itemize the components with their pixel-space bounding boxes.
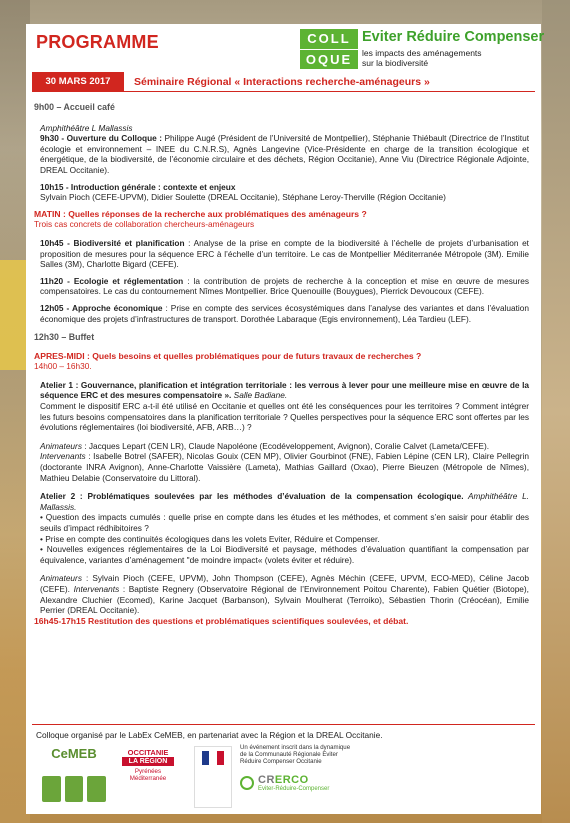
programme-body: [26, 98, 541, 626]
atelier-2-head: Atelier 2 : Problématiques soulevées par les méthodes d’évaluation de la compensation écologique.: [40, 491, 464, 502]
talk-1045-head: 10h45 - Biodiversité et planification: [40, 237, 185, 248]
footer-rule: [32, 724, 535, 725]
logo-top: COLL: [307, 31, 351, 46]
atelier-2-bullet-3: • Nouvelles exigences réglementaires de la Loi Biodiversité et paysage, méthodes d’évaluation quantifiant la compensation par équivalence, variantes d’aménagement "de moindre impact« (volets éviter et réduire).: [40, 544, 529, 565]
colloque-logo: [300, 29, 358, 69]
cemeb-pictograms-icon: [42, 776, 106, 802]
apres-midi-title: APRES-MIDI : Quels besoins et quelles problématiques pour de futurs travaux de recherches ?: [34, 350, 422, 361]
amphi-label: Amphithéâtre L Mallassis: [40, 122, 133, 133]
atelier-1-head: Atelier 1 : Gouvernance, planification et intégration territoriale : les verrous à lever pour une meilleure mise en œuvre de la séquence ERC et des mesures compensatoire ».: [40, 379, 529, 401]
date-badge: 30 MARS 2017: [32, 72, 124, 92]
crerco-circle-icon: [240, 776, 254, 790]
talk-1205: [40, 303, 529, 324]
talk-1045-text: : Analyse de la prise en compte de la biodiversité à l’échelle de projets d’urbanisation et proposition de mesures pour la séquence ERC à l’échelle d’un territoire. Le cas de Montpellier Méditerranée Métropole (3M). Emilie Salles (3M), Charlotte Bigard (CEFE).: [40, 237, 529, 270]
crerco-erco: ERCO: [274, 774, 309, 786]
animateurs-2-label: Animateurs: [40, 573, 82, 584]
prefet-logo: [194, 746, 232, 808]
seminar-title: Séminaire Régional « Interactions recherche-aménageurs »: [134, 76, 430, 88]
talk-1120-text: : la contribution de projets de recherche à la conception et mise en œuvre de mesures compensatoires. Le cas du contournement Nîmes Montpellier. Brice Quenouille (Bouygues), Pierrick Devoucoux (CEFE).: [40, 275, 529, 297]
intervenants-2-text: : Baptiste Regnery (Observatoire Régional de l’Environnement Poitou Charente), Fabien Quétier (Biotope), Alexandre Cluchier (Ecomed), Karine Jacquet (Barbanson), Sylvain Moulherat (Terroiko), Sébastien Thorin (Créocéan), Emilie Perrier (DREAL Occitanie).: [40, 583, 529, 616]
apres-midi-time: 14h00 – 16h30.: [34, 361, 92, 372]
talk-1120: [40, 276, 529, 297]
intro-time: 10h15 - Introduction générale : contexte et enjeux: [40, 181, 236, 192]
atelier-1-room: Salle Badiane.: [231, 390, 288, 401]
intro-title: [40, 182, 529, 193]
intervenants-1-label: Intervenants: [40, 451, 86, 462]
talk-1205-head: 12h05 - Approche économique: [40, 302, 163, 313]
colloque-sub-line1: les impacts des aménagements: [362, 48, 482, 58]
accueil: 9h00 – Accueil café: [34, 102, 115, 112]
matin-title: MATIN : Quelles réponses de la recherche aux problématiques des aménageurs ?: [34, 208, 367, 219]
restitution: 16h45-17h15 Restitution des questions et problématiques scientifiques soulevées, et débat.: [34, 615, 409, 626]
ouverture-time: 9h30 - Ouverture du Colloque :: [40, 133, 163, 144]
crerco-wordmark: [258, 774, 352, 786]
colloque-title: Eviter Réduire Compenser: [362, 29, 545, 45]
header: [26, 24, 545, 98]
talk-1045: [40, 238, 529, 270]
french-flag-icon: [202, 751, 224, 765]
crerco-cr: CR: [258, 774, 275, 786]
crerco-subtitle: Eviter-Réduire-Compenser: [258, 786, 330, 792]
programme-title: PROGRAMME: [36, 32, 159, 52]
date-bar-rule: [32, 91, 535, 92]
atelier-1-text: Comment le dispositif ERC a-t-il été utilisé en Occitanie et quelles ont été les conséquences pour les territoires ? Comment intégrer les futurs besoins compensatoires dans la planification territoriale ? Quelles perspectives pour la séquence ERC sont offertes par les évolutions réglementaires (loi biodiversité, AFB, ARB…) ?: [40, 401, 529, 433]
ouverture-text: Philippe Augé (Président de l’Université de Montpellier), Stéphanie Thiébault (Directrice de l’Institut écologie et environnement – INEE du C.N.R.S), Agnès Langevine (Vice-Présidente en charge de la transition écologique et énergétique, de la biodiversité, de l’économie circulaire et des déchets, Région Occitanie), Anne Viu (Directrice Régionale Adjointe, DREAL Occitanie).: [40, 133, 529, 175]
logo-bottom: OQUE: [300, 49, 358, 70]
atelier-2-people: [40, 573, 529, 615]
intro-text: Sylvain Pioch (CEFE-UPVM), Didier Soulette (DREAL Occitanie), Stéphane Leroy-Therville (Région Occitanie): [40, 192, 446, 203]
cemeb-logo: [34, 746, 114, 806]
occitanie-region: LA RÉGION: [122, 757, 174, 766]
organised-by: Colloque organisé par le LabEx CeMEB, en partenariat avec la Région et la DREAL Occitanie.: [36, 730, 383, 740]
atelier-1-people: [40, 441, 529, 483]
atelier-1: [40, 380, 529, 401]
event-note: Un événement inscrit dans la dynamique de la Communauté Régionale Eviter Réduire Compenser Occitanie: [240, 744, 351, 765]
programme-card: [26, 24, 545, 814]
colloque-sub-line2: sur la biodiversité: [362, 58, 429, 68]
occitanie-name: OCCITANIE: [127, 748, 169, 757]
atelier-2-room: Amphithéâtre L. Mallassis.: [40, 491, 530, 512]
occitanie-sub: Pyrénées Méditerranée: [129, 768, 167, 782]
ouverture: [40, 133, 529, 175]
matin-subtitle: Trois cas concrets de collaboration chercheurs-aménageurs: [34, 219, 255, 230]
atelier-2-bullet-2: • Prise en compte des continuités écologiques dans les volets Eviter, Réduire et Compenser.: [40, 533, 380, 544]
atelier-2: [40, 491, 529, 512]
animateurs-2-text: : Sylvain Pioch (CEFE, UPVM), John Thompson (CEFE), Agnès Méchin (CEFE, UPVM, ECO-MED), Céline Jacob (CEFE).: [40, 573, 529, 594]
animateurs-1-label: Animateurs: [40, 440, 82, 451]
cemeb-logo-text: CeMEB: [51, 746, 97, 761]
occitanie-logo: [122, 748, 174, 808]
crerco-logo: [240, 774, 352, 808]
animateurs-1-text: : Jacques Lepart (CEN LR), Claude Napoléone (Ecodéveloppement, Avignon), Coralie Calvet (Lameta/CEFE).: [81, 440, 490, 451]
intervenants-2-label: Intervenants: [73, 583, 120, 594]
partner-logos: [34, 742, 534, 810]
talk-1205-text: : Prise en compte des services écosystémiques dans l’analyse des variantes et dans l’évaluation économique des projets d’infrastructures de transport. Dorothée Labaraque (Egis environnement), Léa Tardieu (LEF).: [40, 302, 530, 324]
date-bar: [26, 72, 541, 92]
background-right: [542, 0, 570, 823]
intervenants-1-text: : Isabelle Botrel (SAFER), Nicolas Gouix (CEN MP), Olivier Gourbinot (FNE), Fabien Lépine (CEN LR), Claire Pellegrin (doctorante INRA Avignon), Anne-Charlotte Vaissière (Lameta), Mathias Gaillard (Oxao), Pierre Bieuzen (Métropole de Nîmes), Mathieu Delabie (Conservatoire du Littoral).: [40, 451, 529, 483]
colloque-subtitle: [362, 48, 482, 68]
atelier-2-bullet-1: • Question des impacts cumulés : quelle prise en compte dans les études et les méthodes, et comment s’en saisir pour établir des seuils d’impact rédhibitoires ?: [40, 512, 529, 533]
talk-1120-head: 11h20 - Ecologie et réglementation: [40, 275, 184, 286]
buffet: 12h30 – Buffet: [34, 332, 95, 343]
